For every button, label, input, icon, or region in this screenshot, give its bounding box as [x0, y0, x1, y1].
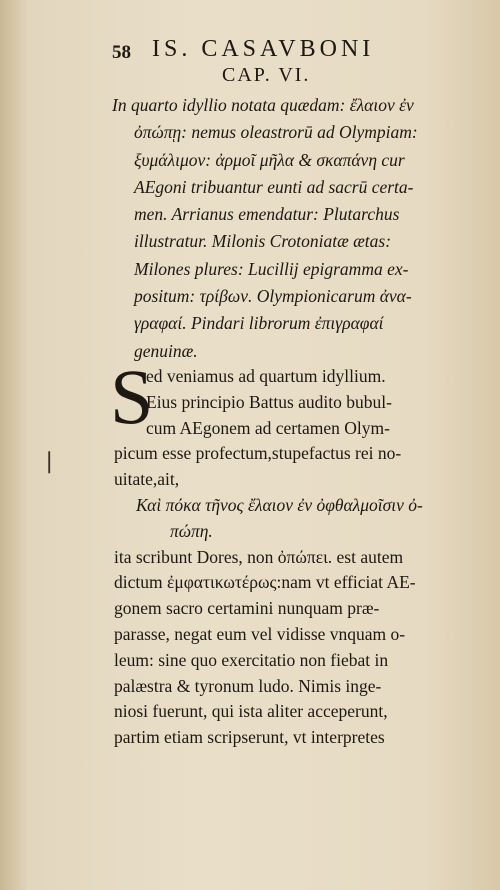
body-line: dictum ἐμφατικωτέρως:nam vt efficiat AE-	[114, 572, 416, 593]
body-line: gonem sacro certamini nunquam præ-	[114, 598, 380, 619]
body-text	[114, 364, 464, 751]
chapter-summary	[112, 92, 462, 365]
body-line: palæstra & tyronum ludo. Nimis inge-	[114, 675, 382, 696]
body-line: uitate,ait,	[114, 469, 180, 490]
chapter-heading: CAP. VI.	[222, 64, 311, 86]
summary-line: In quarto idyllio notata quædam: ἔλαιον ἐν	[112, 95, 414, 115]
summary-line: γραφαί. Pindari librorum ἐπιγραφαί	[134, 313, 384, 334]
margin-ink-mark: ❘	[40, 448, 59, 473]
body-line: niosi fuerunt, qui ista aliter acceperunt,	[114, 701, 388, 722]
body-line: picum esse profectum,stupefactus rei no-	[114, 443, 402, 464]
page-number: 58	[112, 42, 131, 63]
running-head: IS. CASAVBONI	[152, 36, 375, 62]
summary-line: men. Arrianus emendatur: Plutarchus	[134, 204, 400, 225]
summary-line: positum: τρίβων. Olympionicarum ἀνα-	[134, 286, 412, 307]
quoted-verse: πώπη.	[170, 520, 213, 541]
body-line: cum AEgonem ad certamen Olym-	[146, 417, 390, 438]
body-line: ita scribunt Dores, non ὀπώπει. est autem	[114, 546, 404, 567]
summary-line: illustratur. Milonis Crotoniatæ ætas:	[134, 231, 392, 252]
summary-line: AEgoni tribuantur eunti ad sacrū certa-	[134, 176, 414, 197]
body-line: ed veniamus ad quartum idyllium.	[146, 366, 386, 386]
summary-line: ὀπώπῃ: nemus oleastrorū ad Olympiam:	[134, 122, 418, 143]
summary-line: Milones plures: Lucillij epigramma ex-	[134, 258, 409, 279]
summary-line: genuinæ.	[134, 340, 198, 361]
drop-cap: S	[110, 353, 154, 440]
summary-line: ξυμάλιμον: ἀρμοῖ μῆλα & σκαπάνη cur	[134, 149, 405, 170]
body-line: parasse, negat eum vel vidisse vnquam o-	[114, 623, 406, 644]
body-line: leum: sine quo exercitatio non fiebat in	[114, 649, 389, 670]
body-line: Eius principio Battus audito bubul-	[146, 391, 392, 412]
body-line: partim etiam scripserunt, vt interpretes	[114, 727, 385, 748]
quoted-verse: Καὶ πόκα τῆνος ἔλαιον ἐν ὀφθαλμοῖσιν ὀ-	[136, 494, 423, 515]
